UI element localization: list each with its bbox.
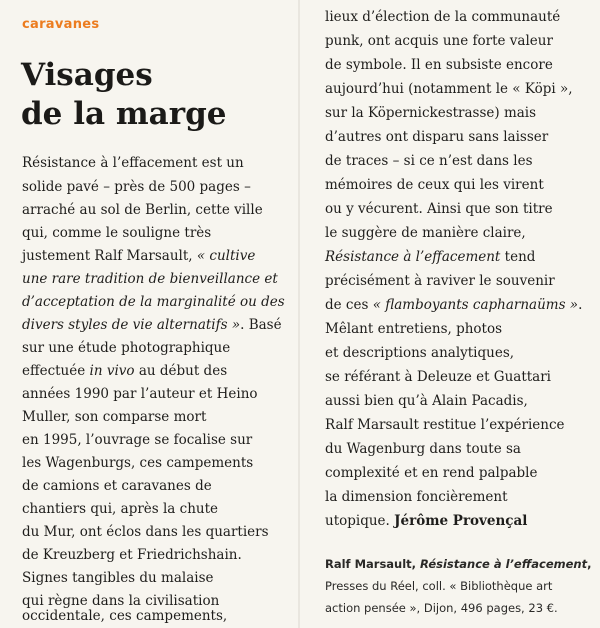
body-line: Muller, son comparse mort — [22, 409, 207, 425]
body-line: Ralf Marsault restitue l’expérience — [325, 417, 565, 433]
body-line: occidentale, ces campements, — [22, 608, 228, 624]
body-line: complexité et en rend palpable — [325, 465, 538, 481]
credit-line-3: action pensée », Dijon, 496 pages, 23 €. — [325, 601, 558, 615]
body-line: punk, ont acquis une forte valeur — [325, 33, 553, 49]
title-line-1: Visages — [21, 57, 153, 93]
credit-book-title: Résistance à l’effacement — [420, 557, 588, 571]
credit-comma: , — [587, 557, 592, 571]
section-kicker: caravanes — [22, 17, 100, 32]
body-line: se référant à Deleuze et Guattari — [325, 369, 551, 385]
title-line-2: de la marge — [21, 96, 227, 132]
body-line — [325, 295, 582, 315]
body-line: Résistance à l’effacement est un — [22, 155, 244, 171]
book-title: Résistance à l’effacement — [325, 249, 501, 265]
column-gutter — [298, 0, 300, 628]
body-line: sur une étude photographique — [22, 340, 231, 356]
author-signature: Jérôme Provençal — [394, 513, 528, 529]
body-line: aujourd’hui (notamment le « Köpi », — [325, 81, 573, 97]
body-text: utopique. — [325, 513, 395, 529]
credit-line-2: Presses du Réel, coll. « Bibliothèque art — [325, 579, 553, 593]
body-line — [22, 292, 285, 312]
quote-text: « cultive — [196, 248, 256, 264]
body-line — [22, 361, 227, 381]
quote-text: divers styles de vie alternatifs » — [22, 317, 241, 333]
body-line: et descriptions analytiques, — [325, 345, 515, 361]
body-line: chantiers qui, après la chute — [22, 501, 219, 517]
body-text: au début des — [134, 363, 228, 379]
body-line: d’autres ont disparu sans laisser — [325, 129, 549, 145]
body-line: en 1995, l’ouvrage se focalise sur — [22, 432, 253, 448]
quote-text: une rare tradition de bienveillance et — [22, 271, 278, 287]
body-line: années 1990 par l’auteur et Heino — [22, 386, 258, 402]
body-line: de camions et caravanes de — [22, 478, 212, 494]
credit-line-1 — [325, 556, 592, 573]
body-line: arraché au sol de Berlin, cette ville — [22, 202, 263, 218]
body-line: la dimension foncièrement — [325, 489, 508, 505]
body-line: solide pavé – près de 500 pages – — [22, 179, 251, 195]
body-text: effectuée — [22, 363, 90, 379]
body-line: ou y vécurent. Ainsi que son titre — [325, 201, 553, 217]
body-line: les Wagenburgs, ces campements — [22, 455, 254, 471]
quote-text: d’acceptation de la marginalité ou des — [22, 294, 285, 310]
body-text: . Basé — [240, 317, 282, 333]
body-line — [325, 247, 535, 267]
body-line — [22, 315, 282, 335]
body-line: Signes tangibles du malaise — [22, 570, 214, 586]
body-line: le suggère de manière claire, — [325, 225, 526, 241]
body-line: Mêlant entretiens, photos — [325, 321, 503, 337]
body-line — [325, 511, 527, 531]
body-line: du Wagenburg dans toute sa — [325, 441, 521, 457]
body-line: qui règne dans la civilisation — [22, 593, 220, 609]
body-line — [22, 269, 278, 289]
credit-author: Ralf Marsault, — [325, 557, 421, 571]
body-line: du Mur, ont éclos dans les quartiers — [22, 524, 269, 540]
body-line — [22, 246, 255, 266]
body-line: de traces – si ce n’est dans les — [325, 153, 533, 169]
body-text: justement Ralf Marsault, — [22, 248, 197, 264]
body-text: tend — [500, 249, 536, 265]
body-line: de Kreuzberg et Friedrichshain. — [22, 547, 242, 563]
body-line: précisément à raviver le souvenir — [325, 273, 555, 289]
body-text: . — [578, 297, 583, 313]
body-line: de symbole. Il en subsiste encore — [325, 57, 553, 73]
body-line: mémoires de ceux qui les virent — [325, 177, 544, 193]
body-line: lieux d’élection de la communauté — [325, 9, 561, 25]
italic-term: in vivo — [89, 363, 135, 379]
body-line: sur la Köpernickestrasse) mais — [325, 105, 537, 121]
body-line: qui, comme le souligne très — [22, 225, 212, 241]
body-line: aussi bien qu’à Alain Pacadis, — [325, 393, 528, 409]
article-title — [21, 56, 226, 134]
body-text: de ces — [325, 297, 373, 313]
quote-text: « flamboyants capharnaüms » — [372, 297, 579, 313]
